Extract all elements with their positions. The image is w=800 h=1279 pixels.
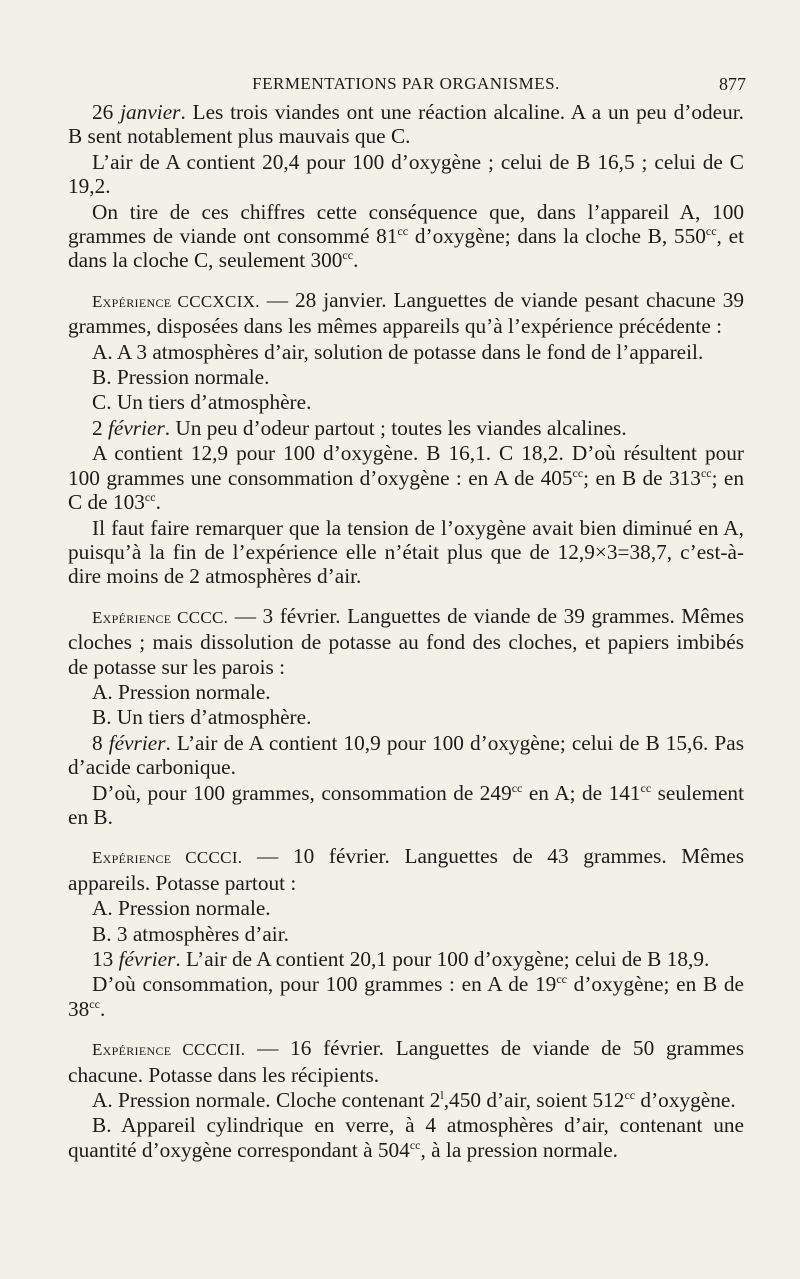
paragraph: B. 3 atmosphères d’air. — [92, 921, 289, 946]
paragraph-text: — 3 février. Languettes de viande de 39 grammes. Mêmes cloches ; mais dissolution de potasse au fond des cloches, et papiers imbibés de potasse sur les parois : — [68, 603, 744, 679]
paragraph-text: — 16 février. Languettes de viande de 50 grammes chacune. Potasse dans les récipients. — [68, 1036, 745, 1087]
paragraph: Il faut faire remarquer que la tension de l’oxygène avait bien diminué en A, puisqu’à la fin de l’expérience elle n’était plus que de 12,9×3=38,7, c’est-à-dire moins de 2 atmosphères d’air. — [68, 515, 744, 589]
experiment-heading-paragraph — [68, 604, 744, 679]
paragraph: D’où, pour 100 grammes, consommation de $249^{cc}$ en A; de $141^{cc}$ seulement en B. — [68, 780, 744, 829]
experiment-label: Expérience CCCCII. — [92, 1040, 246, 1060]
paragraph: A. Pression normale. Cloche contenant 2$^l$,450 d’air, soient $512^{cc}$ d’oxygène. — [92, 1087, 736, 1113]
paragraph: 26 janvier. Les trois viandes ont une réaction alcaline. A a un peu d’odeur. B sent notablement plus mauvais que C. — [68, 100, 745, 149]
paragraph: 13 février. L’air de A contient 20,1 pour 100 d’oxygène; celui de B 18,9. — [92, 947, 710, 971]
page-number: 877 — [719, 74, 746, 94]
running-title: FERMENTATIONS PAR ORGANISMES. — [252, 74, 560, 93]
paragraph: 2 février. Un peu d’odeur partout ; toutes les viandes alcalines. — [92, 415, 627, 440]
paragraph: A contient 12,9 pour 100 d’oxygène. B 16,1. C 18,2. D’où résultent pour 100 grammes une consommation d’oxygène : en A de $405^{cc}$; en B de $313^{cc}$; en C de $103^{cc}$. — [68, 441, 745, 515]
paragraph: B. Un tiers d’atmosphère. — [92, 705, 312, 730]
paragraph: 8 février. L’air de A contient 10,9 pour 100 d’oxygène; celui de B 15,6. Pas d’acide carbonique. — [68, 730, 744, 780]
paragraph: C. Un tiers d’atmosphère. — [92, 390, 312, 415]
paragraph: On tire de ces chiffres cette conséquence que, dans l’appareil A, 100 grammes de viande ont consommé $81^{cc}$ d’oxygène; dans la cloche B, $550^{cc}$, et dans la cloche C, seulement $300^{cc}$. — [68, 199, 744, 273]
paragraph: B. Appareil cylindrique en verre, à 4 atmosphères d’air, contenant une quantité d’oxygène correspondant à $504^{cc}$, à la pression normale. — [68, 1113, 744, 1162]
paragraph: A. Pression normale. — [92, 896, 271, 921]
paragraph-text: — 10 février. Languettes de 43 grammes. Mêmes appareils. Potasse partout : — [68, 844, 744, 895]
body-text — [68, 100, 744, 1163]
experiment-label: Expérience CCCCI. — [92, 848, 243, 868]
paragraph: A. A 3 atmosphères d’air, solution de potasse dans le fond de l’appareil. — [92, 339, 704, 364]
paragraph-text: — 28 janvier. Languettes de viande pesant chacune 39 grammes, disposées dans les mêmes appareils qu’à l’expérience précédente : — [68, 287, 745, 339]
experiment-label: Expérience CCCC. — [92, 607, 229, 627]
experiment-heading-paragraph — [68, 288, 744, 339]
experiment-label: Expérience CCCXCIX. — [92, 291, 260, 311]
paragraph: A. Pression normale. — [92, 679, 271, 704]
paragraph: L’air de A contient 20,4 pour 100 d’oxygène ; celui de B 16,5 ; celui de C 19,2. — [68, 149, 744, 199]
page-header — [66, 74, 746, 102]
paragraph: B. Pression normale. — [92, 365, 270, 390]
paragraph: D’où consommation, pour 100 grammes : en A de $19^{cc}$ d’oxygène; en B de $38^{cc}$. — [68, 972, 744, 1021]
experiment-heading-paragraph — [68, 1036, 744, 1087]
experiment-heading-paragraph — [68, 844, 744, 895]
